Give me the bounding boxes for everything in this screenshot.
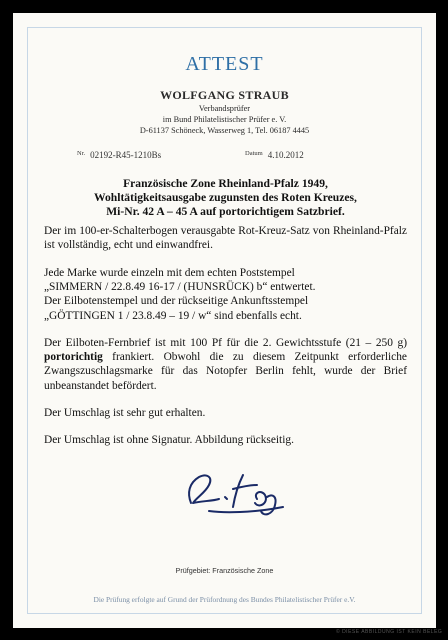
issuer-block (13, 88, 436, 136)
reference-number (77, 150, 161, 160)
reference-number-label: Nr. (77, 150, 86, 157)
postmark-line: Der Eilbotenstempel und der rückseitige Ankunftsstempel (44, 295, 309, 308)
headline-line: Wohltätigkeitsausgabe zugunsten des Roten Kreuzes, (94, 191, 357, 205)
postmark-line: „SIMMERN / 22.8.49 16-17 / (HUNSRÜCK) b“ entwertet. (44, 281, 316, 294)
reference-date-label: Datum (245, 150, 263, 157)
watermark-text: © DIESE ABBILDUNG IST KEIN BELEG (336, 629, 443, 635)
reference-number-value: 02192-R45-1210Bs (90, 150, 162, 160)
postmark-line: „GÖTTINGEN 1 / 23.8.49 – 19 / w“ sind ebenfalls echt. (44, 309, 302, 322)
footer-note: Die Prüfung erfolgte auf Grund der Prüfordnung des Bundes Philatelistischer Prüfer e.V. (93, 595, 356, 604)
attest-sheet (13, 13, 436, 628)
handwritten-signature (173, 463, 303, 521)
headline-line: Französische Zone Rheinland-Pfalz 1949, (123, 177, 328, 190)
franking-text: Der Eilboten-Fernbrief ist mit 100 Pf für die 2. Gewichtsstufe (21 – 250 g) (44, 337, 407, 349)
franking-emphasis: portorichtig (44, 351, 103, 364)
postmark-line: Jede Marke wurde einzeln mit dem echten Poststempel (44, 267, 295, 279)
reference-date-value: 4.10.2012 (267, 150, 304, 160)
issuer-association: im Bund Philatelistischer Prüfer e. V. (162, 115, 287, 124)
headline (44, 177, 407, 220)
paragraph-franking (44, 336, 407, 393)
paragraph-condition: Der Umschlag ist sehr gut erhalten. (44, 407, 206, 419)
paragraph-signature-note: Der Umschlag ist ohne Signatur. Abbildung rückseitig. (44, 434, 294, 446)
issuer-name: WOLFGANG STRAUB (160, 88, 289, 102)
examination-scope: Prüfgebiet: Französische Zone (175, 566, 274, 575)
issuer-role: Verbandsprüfer (198, 104, 251, 113)
document-title: ATTEST (185, 53, 264, 75)
paragraph-postmarks (44, 266, 407, 323)
headline-line: Mi-Nr. 42 A – 45 A auf portorichtigem Satzbrief. (106, 205, 345, 219)
reference-date (245, 150, 304, 160)
paragraph-completeness: Der im 100-er-Schalterbogen verausgabte Rot-Kreuz-Satz von Rheinland-Pfalz ist vollständig, echt und einwandfrei. (44, 225, 407, 252)
franking-text-continued: frankiert. Obwohl die zu diesem Zeitpunkt erforderliche Zwangszuschlagsmarke für das Notopfer Berlin fehlt, wurde der Brief unbeanstandet befördert. (44, 351, 407, 392)
issuer-address: D-61137 Schöneck, Wasserweg 1, Tel. 06187 4445 (139, 126, 310, 135)
